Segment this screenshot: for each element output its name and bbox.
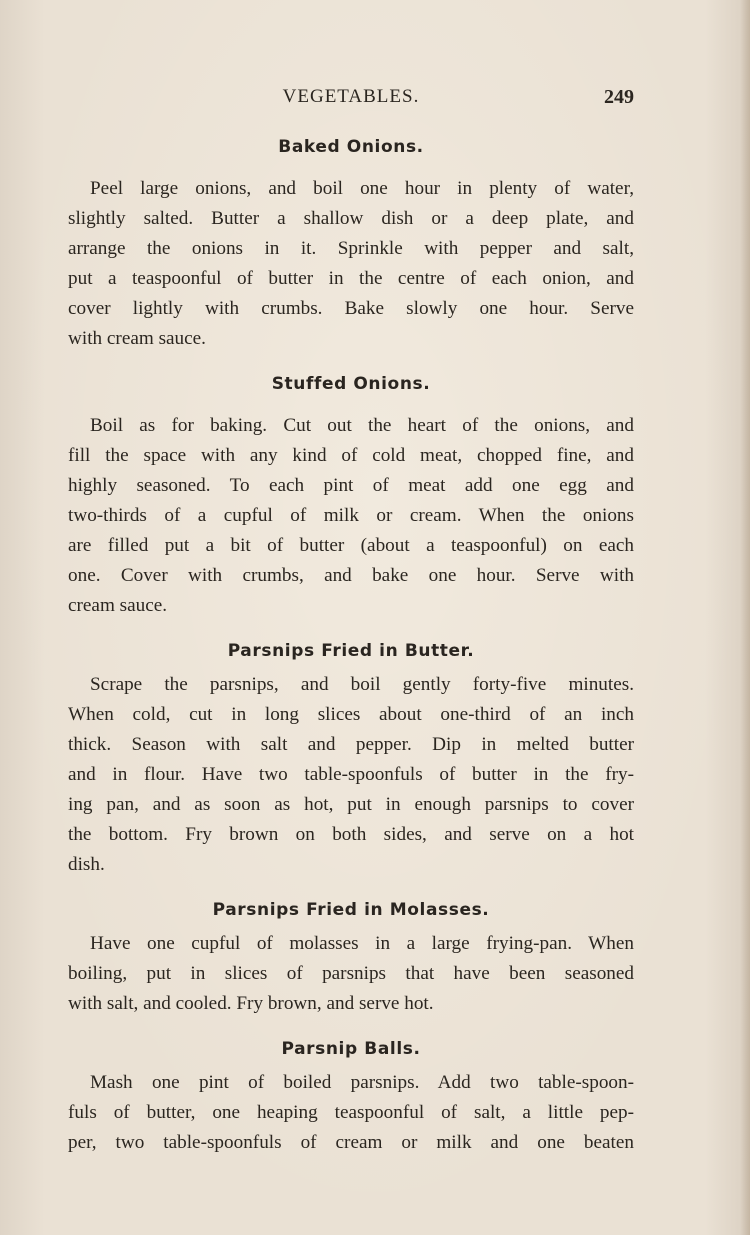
recipe-title: Parsnip Balls. xyxy=(281,1039,421,1059)
text-line: one. Cover with crumbs, and bake one hour. Serve with xyxy=(68,565,634,586)
recipe-body xyxy=(68,670,634,880)
text-line: When cold, cut in long slices about one-third of an inch xyxy=(68,704,634,725)
recipe-title: Stuffed Onions. xyxy=(271,374,431,394)
recipe-parsnips-fried-in-butter xyxy=(68,636,634,880)
running-title: VEGETABLES. xyxy=(282,86,420,107)
recipe-title: Parsnips Fried in Butter. xyxy=(227,641,475,661)
text-line: the bottom. Fry brown on both sides, and serve on a hot xyxy=(68,824,634,845)
recipe-stuffed-onions xyxy=(68,369,634,621)
page-edge-shadow xyxy=(740,0,750,1235)
text-line: Boil as for baking. Cut out the heart of the onions, and xyxy=(90,415,634,436)
recipe-baked-onions xyxy=(68,132,634,354)
text-line: cream sauce. xyxy=(68,595,168,616)
recipe-parsnips-fried-in-molasses xyxy=(68,895,634,1019)
recipe-title: Parsnips Fried in Molasses. xyxy=(212,900,490,920)
recipe-body xyxy=(68,411,634,621)
recipe-body xyxy=(68,1068,634,1158)
text-line: put a teaspoonful of butter in the centre of each onion, and xyxy=(68,268,634,289)
text-line: per, two table-spoonfuls of cream or milk and one beaten xyxy=(68,1132,634,1153)
recipe-title: Baked Onions. xyxy=(278,137,424,157)
text-line: are filled put a bit of butter (about a teaspoonful) on each xyxy=(68,535,634,556)
text-line: Have one cupful of molasses in a large frying-pan. When xyxy=(90,933,634,954)
text-line: boiling, put in slices of parsnips that have been seasoned xyxy=(68,963,634,984)
text-line: thick. Season with salt and pepper. Dip in melted butter xyxy=(68,734,634,755)
text-line: and in flour. Have two table-spoonfuls of butter in the fry- xyxy=(68,764,634,785)
text-line: fuls of butter, one heaping teaspoonful of salt, a little pep- xyxy=(68,1102,634,1123)
text-line: with cream sauce. xyxy=(68,328,206,349)
text-line: arrange the onions in it. Sprinkle with pepper and salt, xyxy=(68,238,634,259)
text-line: fill the space with any kind of cold meat, chopped fine, and xyxy=(68,445,634,466)
recipe-body xyxy=(68,174,634,354)
text-line: dish. xyxy=(68,854,105,875)
page-content xyxy=(68,132,634,1158)
recipe-body xyxy=(68,929,634,1019)
text-line: Scrape the parsnips, and boil gently forty-five minutes. xyxy=(90,674,634,695)
page-number: 249 xyxy=(604,86,634,108)
text-line: slightly salted. Butter a shallow dish or a deep plate, and xyxy=(68,208,634,229)
recipe-parsnip-balls xyxy=(68,1034,634,1158)
text-line: cover lightly with crumbs. Bake slowly one hour. Serve xyxy=(68,298,634,319)
text-line: Peel large onions, and boil one hour in plenty of water, xyxy=(90,178,634,199)
text-line: highly seasoned. To each pint of meat add one egg and xyxy=(68,475,634,496)
text-line: with salt, and cooled. Fry brown, and serve hot. xyxy=(68,993,434,1014)
text-line: Mash one pint of boiled parsnips. Add two table-spoon- xyxy=(90,1072,634,1093)
text-line: ing pan, and as soon as hot, put in enough parsnips to cover xyxy=(68,794,634,815)
running-head xyxy=(68,84,634,112)
text-line: two-thirds of a cupful of milk or cream. When the onions xyxy=(68,505,634,526)
